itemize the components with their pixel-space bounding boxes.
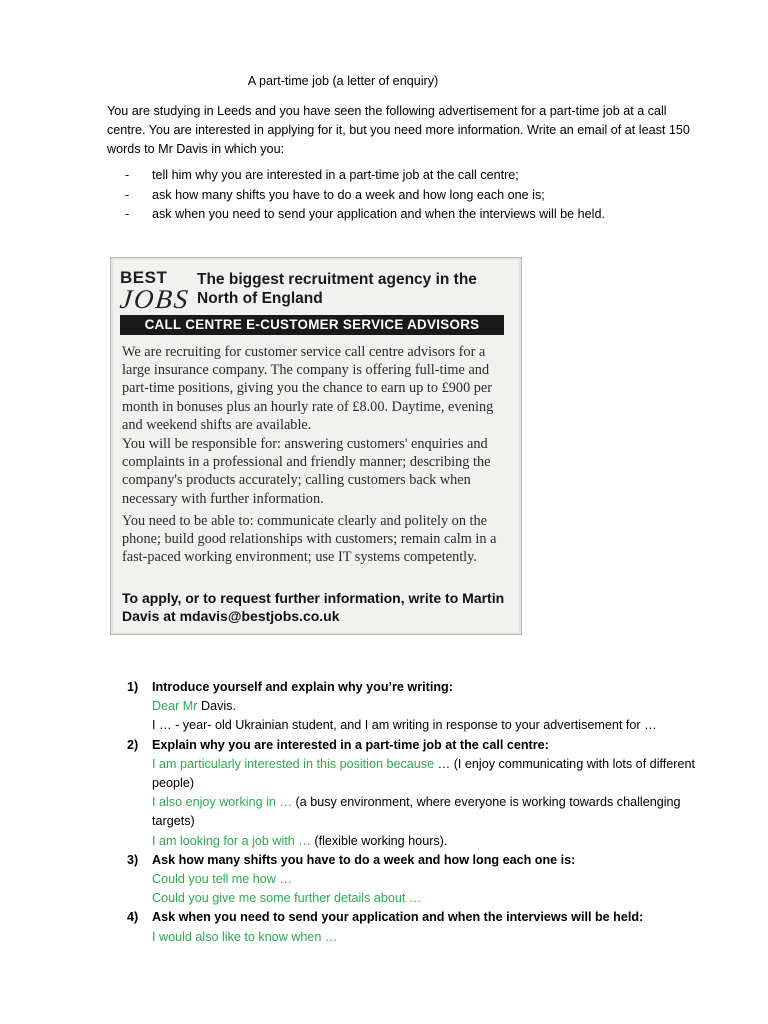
phrase-prompt: I am particularly interested in this position because	[152, 756, 438, 771]
task-number: 2)	[127, 737, 139, 752]
phrase-prompt: Could you give me some further details about …	[152, 891, 422, 906]
dash-marker: -	[125, 187, 130, 202]
ad-logo-jobs: JOBS	[118, 284, 192, 314]
ad-headline: The biggest recruitment agency in the North of England	[197, 271, 477, 307]
task-line	[152, 716, 717, 735]
job-advertisement	[110, 257, 522, 635]
requirement-text: tell him why you are interested in a part-time job at the call centre;	[152, 168, 519, 182]
task-heading: Ask how many shifts you have to do a week and how long each one is:	[152, 852, 576, 867]
task-line	[152, 889, 717, 908]
task-number: 3)	[127, 852, 139, 867]
task-line	[152, 755, 717, 793]
task-heading: Explain why you are interested in a part-time job at the call centre:	[152, 737, 549, 752]
task-line	[152, 928, 717, 947]
document-title: A part-time job (a letter of enquiry)	[247, 74, 439, 88]
phrase-prompt: Dear Mr	[152, 699, 201, 714]
task-item	[127, 678, 717, 736]
task-line	[152, 697, 717, 716]
requirement-text: ask when you need to send your application and when the interviews will be held.	[152, 207, 605, 221]
dash-marker: -	[125, 207, 130, 221]
ad-paragraph: We are recruiting for customer service call centre advisors for a large insurance company. The company is offering full-time and part-time positions, giving you the chance to earn up to £900 per month in bonuses plus an hourly rate of £8.00. Daytime, evening and weekend shifts are available.	[122, 344, 494, 433]
requirements-list	[125, 166, 605, 225]
phrase-prompt: I would also like to know when …	[152, 929, 338, 944]
phrase-example: (flexible working hours).	[314, 833, 448, 848]
phrase-prompt: Could you tell me how …	[152, 872, 292, 887]
phrase-example: … (I enjoy communicating with lots of different people)	[152, 756, 695, 791]
ad-paragraph: You will be responsible for: answering customers' enquiries and complaints in a professional and friendly manner; describing the company's products accurately; calling customers back when necessary with further information.	[122, 436, 491, 507]
task-number: 4)	[127, 910, 139, 925]
requirement-text: ask how many shifts you have to do a week and how long each one is;	[152, 187, 545, 202]
task-line	[152, 793, 717, 831]
ad-apply-contact: To apply, or to request further information, write to Martin Davis at mdavis@bestjobs.co.uk	[122, 590, 505, 624]
task-line	[152, 870, 717, 889]
requirement-item	[125, 186, 605, 206]
task-item	[127, 851, 717, 909]
requirement-item	[125, 166, 605, 186]
phrase-prompt: I also enjoy working in …	[152, 795, 296, 810]
task-heading: Ask when you need to send your application and when the interviews will be held:	[152, 910, 644, 925]
requirement-item	[125, 205, 605, 225]
dash-marker: -	[125, 168, 130, 182]
ad-banner: CALL CENTRE E-CUSTOMER SERVICE ADVISORS	[120, 315, 504, 335]
task-item	[127, 908, 717, 946]
task-instructions: You are studying in Leeds and you have seen the following advertisement for a part-time job at a call centre. You are interested in applying for it, but you need more information. Write an email of at least 150 words to Mr Davis in which you:	[107, 104, 690, 156]
ad-logo-best: BEST	[120, 268, 168, 287]
phrase-prompt: I am looking for a job with …	[152, 833, 315, 848]
numbered-task-list	[127, 678, 717, 947]
task-heading: Introduce yourself and explain why you’re writing:	[152, 680, 453, 694]
task-number: 1)	[127, 680, 139, 694]
task-item	[127, 736, 717, 851]
phrase-example: Davis.	[200, 699, 236, 714]
phrase-example: (a busy environment, where everyone is working towards challenging targets)	[152, 795, 681, 829]
phrase-example: I … - year- old Ukrainian student, and I am writing in response to your advertisement for …	[152, 718, 657, 733]
task-line	[152, 832, 717, 851]
ad-paragraph: You need to be able to: communicate clearly and politely on the phone; build good relationships with customers; remain calm in a fast-paced working environment; use IT systems competently.	[122, 513, 497, 566]
